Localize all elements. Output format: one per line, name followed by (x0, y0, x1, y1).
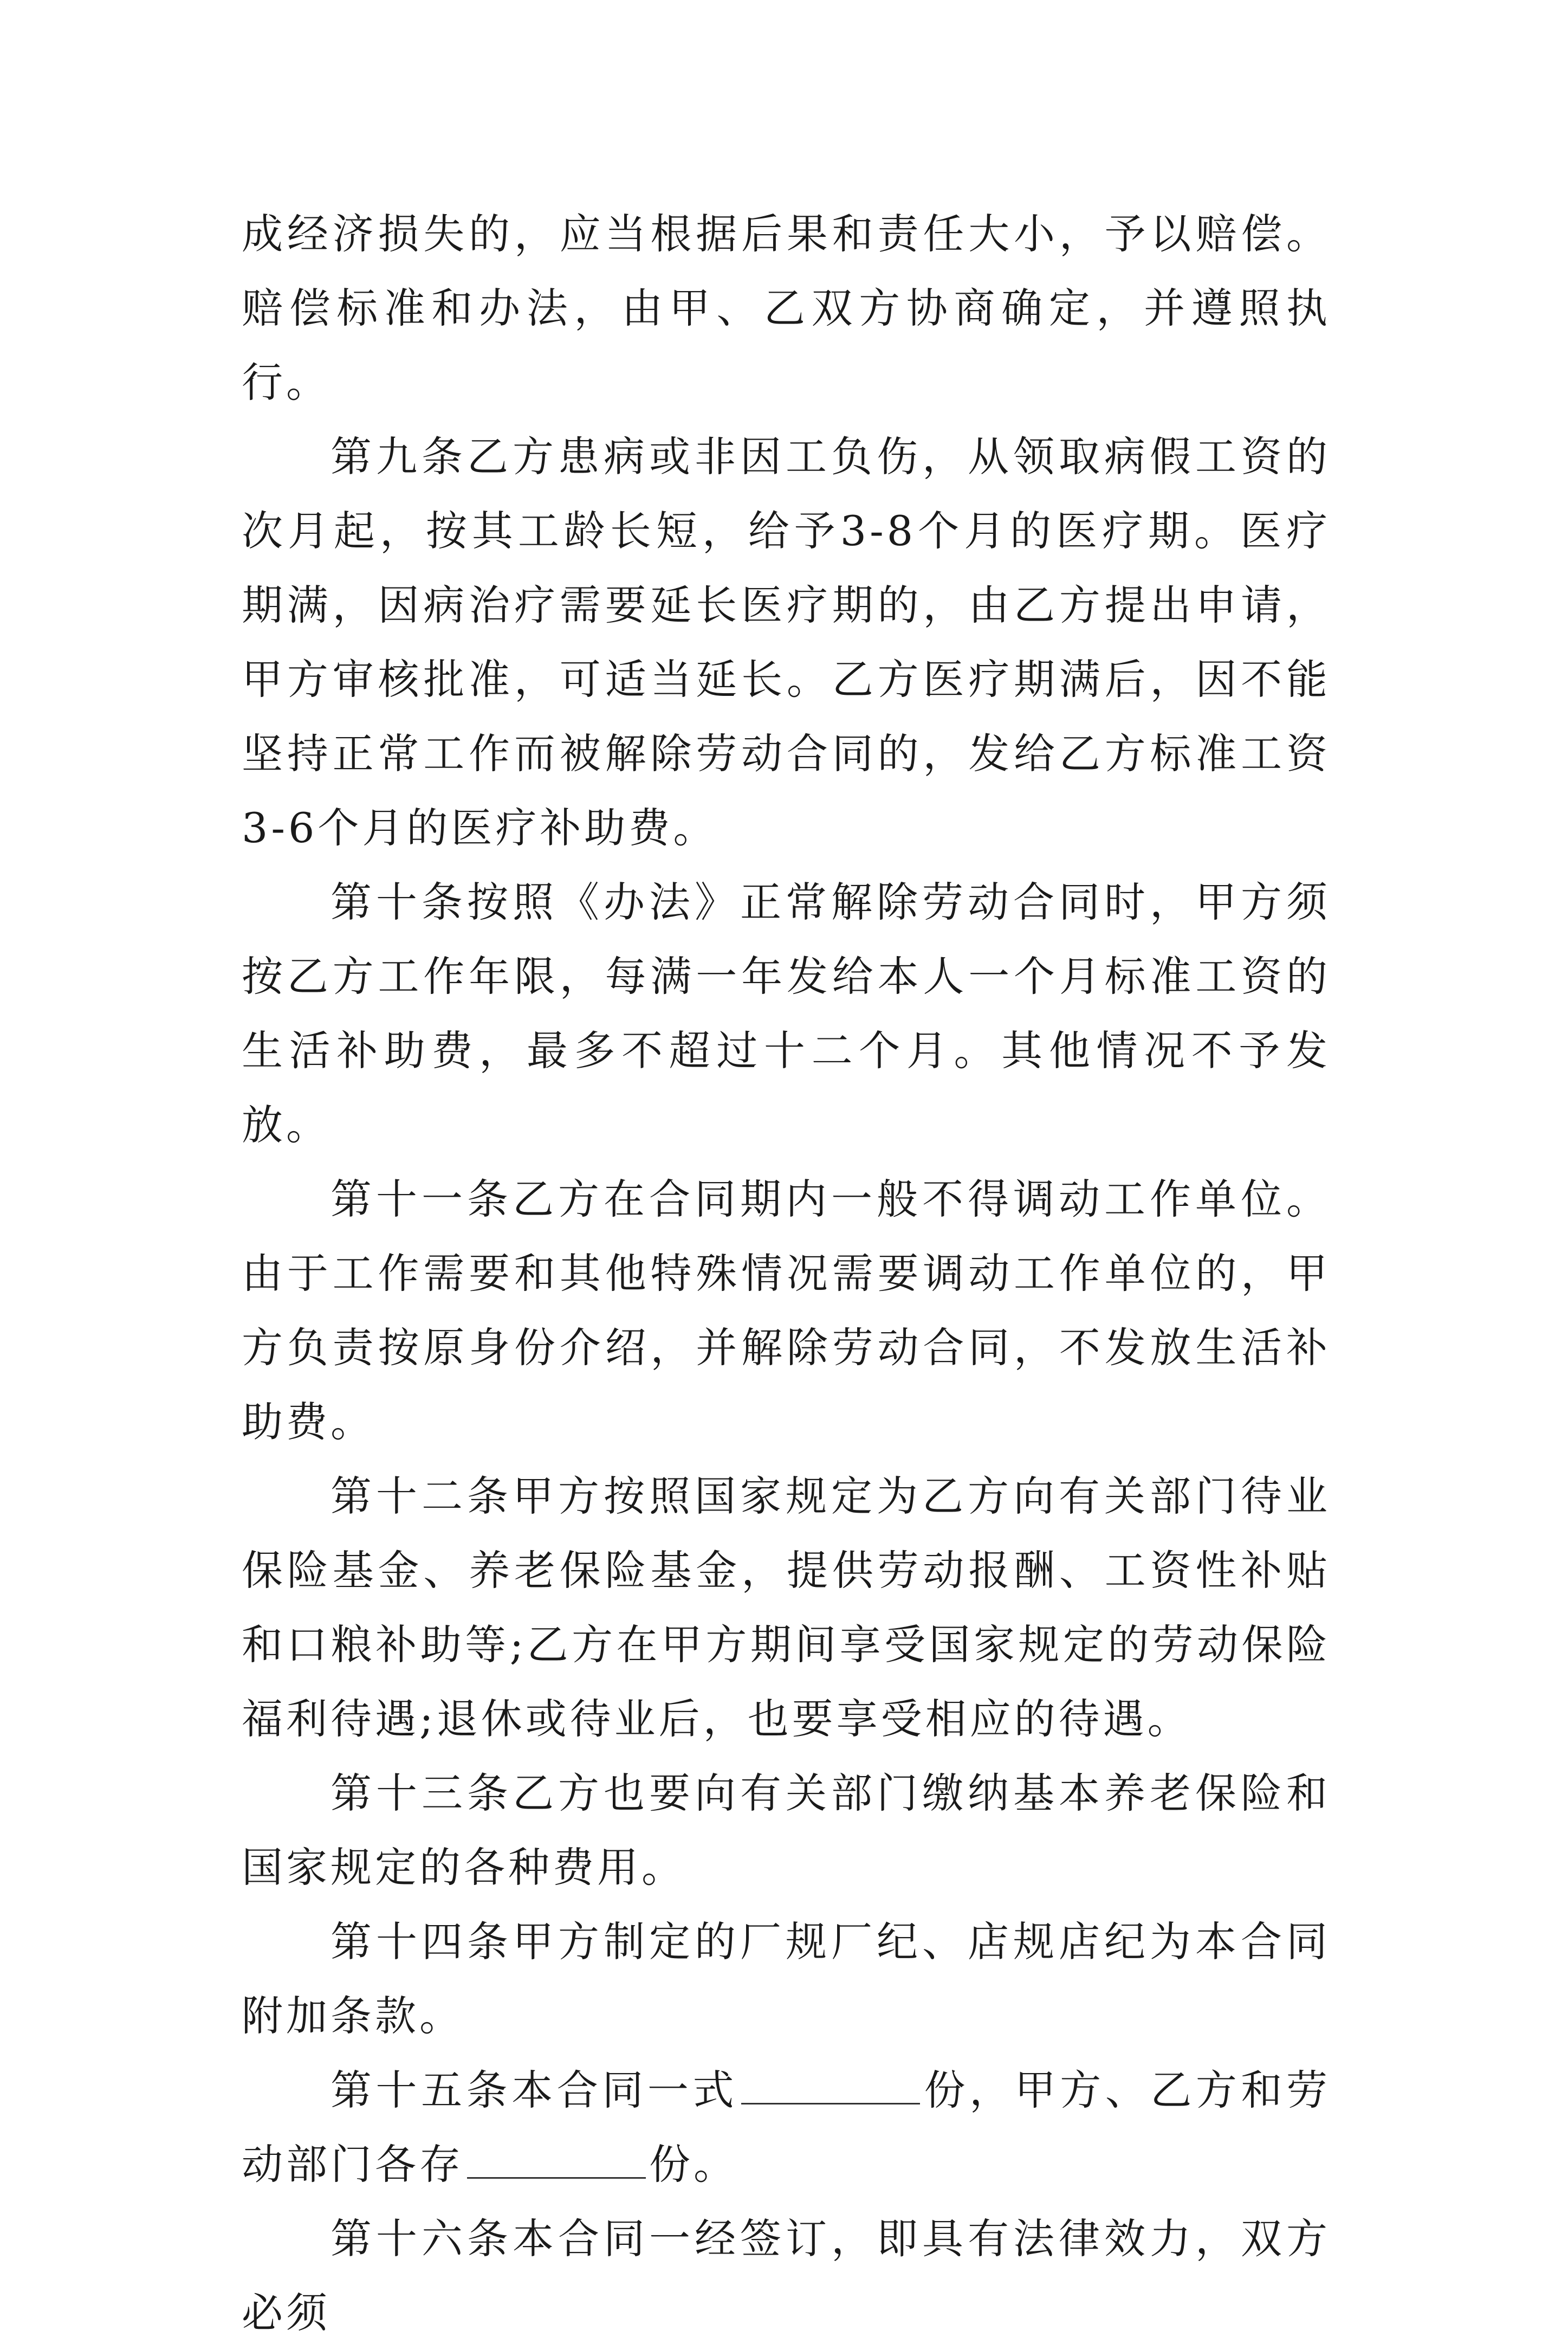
article-15 (242, 2053, 1331, 2201)
article-11: 第十一条乙方在合同期内一般不得调动工作单位。由于工作需要和其他特殊情况需要调动工作单位的，甲方负责按原身份介绍，并解除劳动合同，不发放生活补助费。 (242, 1175, 1331, 1446)
article-14: 第十四条甲方制定的厂规厂纪、店规店纪为本合同附加条款。 (242, 1918, 1331, 2040)
document-body (242, 197, 1331, 2350)
article-15-text-a: 第十五条本合同一式 (331, 2066, 738, 2114)
article-16: 第十六条本合同一经签订，即具有法律效力，双方必须 (242, 2215, 1331, 2337)
article-15-text-c: 份。 (649, 2140, 738, 2188)
article-9: 第九条乙方患病或非因工负伤，从领取病假工资的次月起，按其工龄长短，给予3-8个月的医疗期。医疗期满，因病治疗需要延长医疗期的，由乙方提出申请，甲方审核批准，可适当延长。乙方医疗期满后，因不能坚持正常工作而被解除劳动合同的，发给乙方标准工资3-6个月的医疗补助费。 (242, 432, 1331, 852)
article-15-text-b: 份，甲方、乙方和劳动部门各存 (242, 2066, 1331, 2188)
copies-total-blank (741, 2102, 920, 2104)
article-13: 第十三条乙方也要向有关部门缴纳基本养老保险和国家规定的各种费用。 (242, 1769, 1331, 1891)
article-10: 第十条按照《办法》正常解除劳动合同时，甲方须按乙方工作年限，每满一年发给本人一个月标准工资的生活补助费，最多不超过十二个月。其他情况不予发放。 (242, 878, 1331, 1149)
copies-each-blank (467, 2177, 646, 2179)
paragraph-continuation: 成经济损失的，应当根据后果和责任大小，予以赔偿。赔偿标准和办法，由甲、乙双方协商确定，并遵照执行。 (242, 210, 1331, 406)
article-12: 第十二条甲方按照国家规定为乙方向有关部门待业保险基金、养老保险基金，提供劳动报酬、工资性补贴和口粮补助等;乙方在甲方期间享受国家规定的劳动保险福利待遇;退休或待业后，也要享受相应的待遇。 (242, 1472, 1331, 1743)
